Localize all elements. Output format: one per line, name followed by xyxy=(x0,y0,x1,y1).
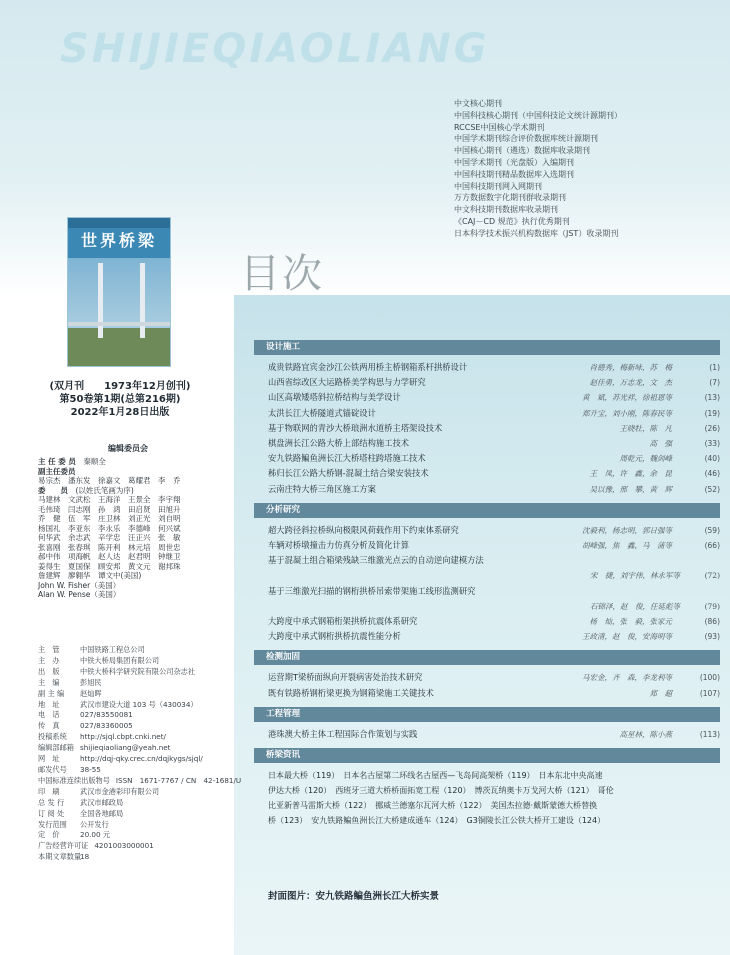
toc-entry xyxy=(254,523,720,538)
section-header: 设计施工 xyxy=(254,340,720,355)
indexing-item: 中国学术期刊（光盘版）入编期刊 xyxy=(454,157,574,167)
publisher-value: 20.00 元 xyxy=(80,830,111,840)
entry-page: (40) xyxy=(704,454,720,464)
entry-authors: 王 凤，许 鑫，余 昆 xyxy=(589,469,672,479)
board-member-line xyxy=(38,533,218,543)
entry-title: 成贵铁路宜宾金沙江公铁两用桥主桥钢箱系杆拱桥设计 xyxy=(268,362,468,372)
entry-title: 太洪长江大桥隧道式锚碇设计 xyxy=(268,407,376,418)
board-member-line xyxy=(38,486,218,496)
publisher-key: 印 刷 xyxy=(38,786,60,796)
toc-section xyxy=(254,503,720,645)
publisher-row xyxy=(38,798,228,809)
publisher-key: 邮发代号 xyxy=(38,764,67,774)
publisher-row xyxy=(38,667,228,678)
entry-page: (86) xyxy=(704,617,720,627)
indexing-item: 中国科技期刊网入网期刊 xyxy=(454,181,542,191)
publisher-row xyxy=(38,841,228,852)
indexing-list xyxy=(454,98,724,240)
board-members: 张喜刚 张春琪 陈开利 林元培 周世忠 xyxy=(38,542,181,552)
entry-author-line xyxy=(268,599,720,614)
entry-page: (26) xyxy=(704,423,720,433)
board-members: 何华武 余志武 辛学忠 汪正兴 张 敏 xyxy=(38,533,181,542)
entry-page: (19) xyxy=(704,408,720,418)
toc-section xyxy=(254,707,720,742)
editorial-board xyxy=(38,443,218,600)
board-member-line xyxy=(38,562,218,572)
publisher-value: 武汉市邮政局 xyxy=(80,797,124,807)
entry-page: (79) xyxy=(704,601,720,611)
toc-entry xyxy=(254,421,720,436)
board-members: 毛伟琦 闫志刚 孙 鸿 田启贤 田旭升 xyxy=(38,504,181,514)
board-members: 詹建辉 廖翱华 谭文中(美国) xyxy=(38,571,142,580)
toc-entry xyxy=(254,390,720,405)
entry-title: 大跨度中承式钢箱桁架拱桥抗震体系研究 xyxy=(268,616,418,627)
entry-authors: 沈毅利，杨志明，郭日强等 xyxy=(582,525,672,535)
indexing-item: 中文科技期刊数据库收录期刊 xyxy=(454,205,558,215)
publisher-key: 订 阅 处 xyxy=(38,808,65,818)
publisher-row xyxy=(38,678,228,689)
publisher-row xyxy=(38,710,228,721)
entry-title: 港珠澳大桥主体工程国际合作策划与实践 xyxy=(268,728,418,739)
publisher-row xyxy=(38,765,228,776)
toc-entry xyxy=(254,670,720,685)
entry-authors: 王政清，赵 俊，安海明等 xyxy=(582,632,672,642)
toc-entry xyxy=(254,727,720,742)
publisher-key: 出 版 xyxy=(38,666,60,676)
board-heading: 编辑委员会 xyxy=(108,444,148,453)
entry-authors: 周乾元，魏剑峰 xyxy=(619,454,672,464)
cover-land xyxy=(68,328,170,367)
toc-entry xyxy=(254,360,720,375)
entry-authors: 宋 捷，刘宇伟，林永军等 xyxy=(590,571,680,581)
entry-page: (13) xyxy=(704,393,720,403)
date-line: 2022年1月28日出版 xyxy=(70,407,170,418)
entry-title: 山西省综改区大运路桥美学构思与力学研究 xyxy=(268,377,426,388)
publisher-key: 投稿系统 xyxy=(38,732,67,742)
toc-section xyxy=(254,748,720,828)
toc-entry xyxy=(254,629,720,644)
toc-entry xyxy=(254,406,720,421)
publisher-value: 4201003000001 xyxy=(94,841,154,851)
entry-authors: 肖德秀，梅新咏，苏 梅 xyxy=(589,363,672,372)
publisher-row xyxy=(38,787,228,798)
news-line: 桥（123） 安九铁路鳊鱼洲长江大桥建成通车（124） G3铜陵长江公铁大桥开工建设（124） xyxy=(268,816,606,826)
publisher-key: 副 主 编 xyxy=(38,688,65,698)
cover-bridge-deck xyxy=(68,322,170,326)
toc-entry xyxy=(254,451,720,466)
board-members: 易宗杰 潘东发 徐嘉文 葛耀君 李 乔 xyxy=(38,476,181,485)
toc-entry xyxy=(254,584,720,614)
board-role: 主 任 委 员 xyxy=(38,457,76,466)
frequency-line: (双月刊 1973年12月创刊) xyxy=(49,381,191,392)
entry-title: 基于三维激光扫描的钢桁拱桥吊索带架施工线形监测研究 xyxy=(268,585,476,596)
publisher-key: 主 编 xyxy=(38,677,60,687)
publisher-value: 彭旭民 xyxy=(80,677,102,687)
entry-title: 运营期T梁桥面纵向开裂病害处治技术研究 xyxy=(268,672,423,683)
publisher-key: 主 管 xyxy=(38,645,60,654)
section-header: 工程管理 xyxy=(254,707,720,722)
section-header: 检测加固 xyxy=(254,650,720,665)
toc-entry xyxy=(254,686,720,701)
board-member-line xyxy=(38,590,218,600)
board-member-line xyxy=(38,524,218,534)
publisher-row xyxy=(38,830,228,841)
toc-entry xyxy=(254,553,720,583)
entry-authors: 石锦泽，赵 俊，任延彪等 xyxy=(590,601,680,611)
entry-title: 安九铁路鳊鱼洲长江大桥塔柱跨塔施工技术 xyxy=(268,453,426,464)
entry-authors: 郑 超 xyxy=(649,688,672,698)
publisher-value: 中铁大桥科学研究院有限公司杂志社 xyxy=(80,666,196,676)
volume-line: 第50卷第1期(总第216期) xyxy=(59,394,181,405)
publisher-row xyxy=(38,754,228,765)
board-members: 姜得生 夏国保 顾安邦 黄文元 谢邦珠 xyxy=(38,561,181,571)
cover-bridge-tower xyxy=(140,263,145,338)
entry-page: (1) xyxy=(709,363,720,372)
publisher-key: 总 发 行 xyxy=(38,797,65,807)
board-member-line xyxy=(38,476,218,486)
cover-header-strip xyxy=(68,218,170,228)
entry-page: (7) xyxy=(709,378,720,388)
board-member-line xyxy=(38,581,218,591)
entry-authors: 高星林，陈小燕 xyxy=(619,729,672,739)
entry-authors: 郑升宝，刘小刚，陈春民等 xyxy=(582,408,672,418)
table-of-contents xyxy=(254,340,720,834)
publisher-key: 网 址 xyxy=(38,754,60,764)
news-line: 伊达大桥（120） 西班牙三道大桥桥面拓宽工程（120） 博茨瓦纳奥卡万戈河大桥（121） 哥伦 xyxy=(268,786,614,796)
entry-page: (107) xyxy=(699,688,720,698)
publisher-value: shijieqiaoliang@yeah.net xyxy=(80,743,171,753)
publisher-key: 地 址 xyxy=(38,699,60,709)
entry-title: 云南庄特大桥三角区施工方案 xyxy=(268,483,376,494)
journal-cover-image xyxy=(67,217,171,367)
publisher-key: 广告经营许可证 xyxy=(38,841,89,851)
board-members: 秦顺全 xyxy=(83,457,106,466)
board-member-line xyxy=(38,571,218,581)
entry-authors: 王晓牡，陈 凡 xyxy=(619,423,672,433)
entry-page: (113) xyxy=(699,729,720,739)
entry-page: (46) xyxy=(704,469,720,479)
contents-heading: 目次 xyxy=(240,251,324,297)
board-member-line xyxy=(38,514,218,524)
entry-title: 车辆对桥墩撞击力仿真分析及简化计算 xyxy=(268,540,410,551)
cover-sky xyxy=(68,258,170,328)
cover-caption: 封面图片：安九铁路鳊鱼洲长江大桥实景 xyxy=(268,891,440,902)
board-members: 乔 健 伍 军 庄卫林 刘正光 刘自明 xyxy=(38,514,181,523)
publisher-value: 18 xyxy=(80,852,90,862)
publisher-table xyxy=(38,645,242,863)
toc-entry xyxy=(254,482,720,497)
entry-page: (52) xyxy=(704,484,720,494)
publisher-row xyxy=(38,700,228,711)
entry-page: (93) xyxy=(704,632,720,642)
publisher-row xyxy=(38,743,228,754)
indexing-item: 中国核心期刊（遴选）数据库收录期刊 xyxy=(454,146,590,156)
board-member-line xyxy=(38,467,218,477)
publisher-value: ISSN 1671-7767 / CN 42-1681/U xyxy=(115,775,242,785)
board-member-line xyxy=(38,495,218,505)
publisher-value: 中国铁路工程总公司 xyxy=(80,645,145,654)
entry-title: 既有铁路桥钢桁梁更换为钢箱梁施工关键技术 xyxy=(268,687,434,698)
publisher-row xyxy=(38,775,242,787)
publisher-value: 武汉市建设大道 103 号（430034） xyxy=(80,699,198,709)
watermark-title: SHIJIEQIAOLIANG xyxy=(60,26,490,72)
publisher-key: 发行范围 xyxy=(38,819,67,829)
entry-authors: 高 强 xyxy=(649,439,672,449)
publisher-key: 电 话 xyxy=(38,710,60,720)
publisher-value: 武汉市金港彩印有限公司 xyxy=(80,786,160,796)
toc-entry xyxy=(254,375,720,390)
entry-authors: 马宏金，齐 森，李龙利等 xyxy=(582,673,672,683)
indexing-item: 《CAJ－CD 规范》执行优秀期刊 xyxy=(454,216,570,226)
news-line: 日本最大桥（119） 日本名古屋第二环线名古屋西—飞岛间高架桥（119） 日本东北中央高速 xyxy=(268,771,603,781)
publisher-row xyxy=(38,689,228,700)
toc-entry xyxy=(254,538,720,553)
publisher-key: 中国标准连续出版物号 xyxy=(38,775,110,785)
indexing-item: RCCSE中国核心学术期刊 xyxy=(454,122,545,132)
publisher-row xyxy=(38,820,228,831)
board-members: 马建林 文武松 王海洋 王景全 李宇翔 xyxy=(38,495,181,504)
publisher-value: 027/83550081 xyxy=(80,710,133,720)
entry-authors: 杨 灿，张 毅，张家元 xyxy=(589,617,672,627)
entry-title: 棋盘洲长江公路大桥上部结构施工技术 xyxy=(268,438,410,449)
publisher-value: 全国各地邮局 xyxy=(80,808,124,818)
board-member-line xyxy=(38,457,218,467)
toc-entry xyxy=(254,614,720,629)
publisher-key: 定 价 xyxy=(38,830,60,840)
publisher-row xyxy=(38,721,228,732)
board-role: 委 员 xyxy=(38,485,68,495)
indexing-item: 中文核心期刊 xyxy=(454,99,502,108)
entry-page: (33) xyxy=(704,439,720,449)
entry-page: (72) xyxy=(704,571,720,581)
indexing-item: 中国科技核心期刊（中国科技论文统计源期刊） xyxy=(454,110,622,120)
toc-entry xyxy=(254,436,720,451)
publisher-row xyxy=(38,809,228,820)
toc-section xyxy=(254,340,720,497)
entry-page: (66) xyxy=(704,541,720,551)
board-role: 副主任委员 xyxy=(38,466,76,476)
entry-page: (59) xyxy=(704,525,720,535)
entry-title: 基于物联网的青沙大桥琅洲水道桥主塔架设技术 xyxy=(268,422,443,433)
news-line: 比亚新普马雷斯大桥（122） 挪威兰德塞尔瓦河大桥（122） 美国杰拉德·戴斯蒙德大桥替换 xyxy=(268,801,598,811)
indexing-item: 中国学术期刊综合评价数据库统计源期刊 xyxy=(454,134,598,144)
entry-authors: 黄 斌，苏光祥，徐祖恩等 xyxy=(582,393,672,403)
board-member-line xyxy=(38,543,218,553)
cover-title: 世界桥梁 xyxy=(80,231,157,250)
publisher-value: http://dqj-qky.crec.cn/dqjkygs/sjql/ xyxy=(80,754,203,764)
publisher-key: 本期文章数量 xyxy=(38,852,82,862)
section-header: 桥梁资讯 xyxy=(254,748,720,763)
publisher-value: 38-55 xyxy=(80,764,101,774)
entry-page: (100) xyxy=(699,673,720,683)
publisher-row xyxy=(38,656,228,667)
entry-authors: 胡峰强，焦 鑫，马 蒲等 xyxy=(582,541,672,551)
indexing-item: 万方数据数字化期刊群收录期刊 xyxy=(454,193,566,203)
board-members: 郝中伟 项海帆 赵人达 赵君明 钟继卫 xyxy=(38,552,181,561)
board-members: John W. Fisher（美国） xyxy=(38,580,121,590)
entry-title: 超大跨径斜拉桥纵向极限风荷载作用下约束体系研究 xyxy=(268,524,459,535)
board-members: (以姓氏笔画为序) xyxy=(75,485,134,495)
publisher-key: 编辑部邮箱 xyxy=(38,743,74,753)
publisher-key: 主 办 xyxy=(38,655,60,665)
toc-section xyxy=(254,650,720,700)
cover-bridge-tower xyxy=(98,263,103,338)
entry-title: 秭归长江公路大桥钢-混凝土结合梁安装技术 xyxy=(268,468,429,479)
indexing-item: 中国科技期刊精品数据库入选期刊 xyxy=(454,169,574,179)
entry-title: 基于混凝土组合箱梁残缺三维激光点云的自动逆向建模方法 xyxy=(268,555,484,566)
publisher-value: 027/83360005 xyxy=(80,721,133,731)
publication-info xyxy=(30,380,210,419)
publisher-row xyxy=(38,732,228,743)
publisher-row xyxy=(38,645,228,656)
publisher-value: 公开发行 xyxy=(80,819,109,829)
publisher-key: 传 真 xyxy=(38,721,60,731)
board-member-line xyxy=(38,505,218,515)
publisher-value: 中铁大桥局集团有限公司 xyxy=(80,655,160,665)
publisher-value: 赵灿晖 xyxy=(80,688,102,698)
entry-authors: 吴以豫，邢 攀，黄 辉 xyxy=(589,484,672,494)
publisher-value: http://sjql.cbpt.cnki.net/ xyxy=(80,732,166,742)
toc-entry xyxy=(254,466,720,481)
publisher-row xyxy=(38,852,228,863)
entry-title: 山区高墩矮塔斜拉桥结构与美学设计 xyxy=(268,392,401,403)
entry-authors: 赵佳勇，万志龙，文 杰 xyxy=(589,378,672,388)
entry-title: 大跨度中承式钢桁拱桥抗震性能分析 xyxy=(268,631,401,642)
indexing-item: 日本科学技术振兴机构数据库（JST）收录期刊 xyxy=(454,228,619,238)
board-member-line xyxy=(38,552,218,562)
board-members: 杨国礼 李亚东 李永乐 李德峰 何兴斌 xyxy=(38,523,181,533)
entry-author-line xyxy=(268,568,720,583)
board-members: Alan W. Pense（美国） xyxy=(38,590,121,599)
section-header: 分析研究 xyxy=(254,503,720,518)
